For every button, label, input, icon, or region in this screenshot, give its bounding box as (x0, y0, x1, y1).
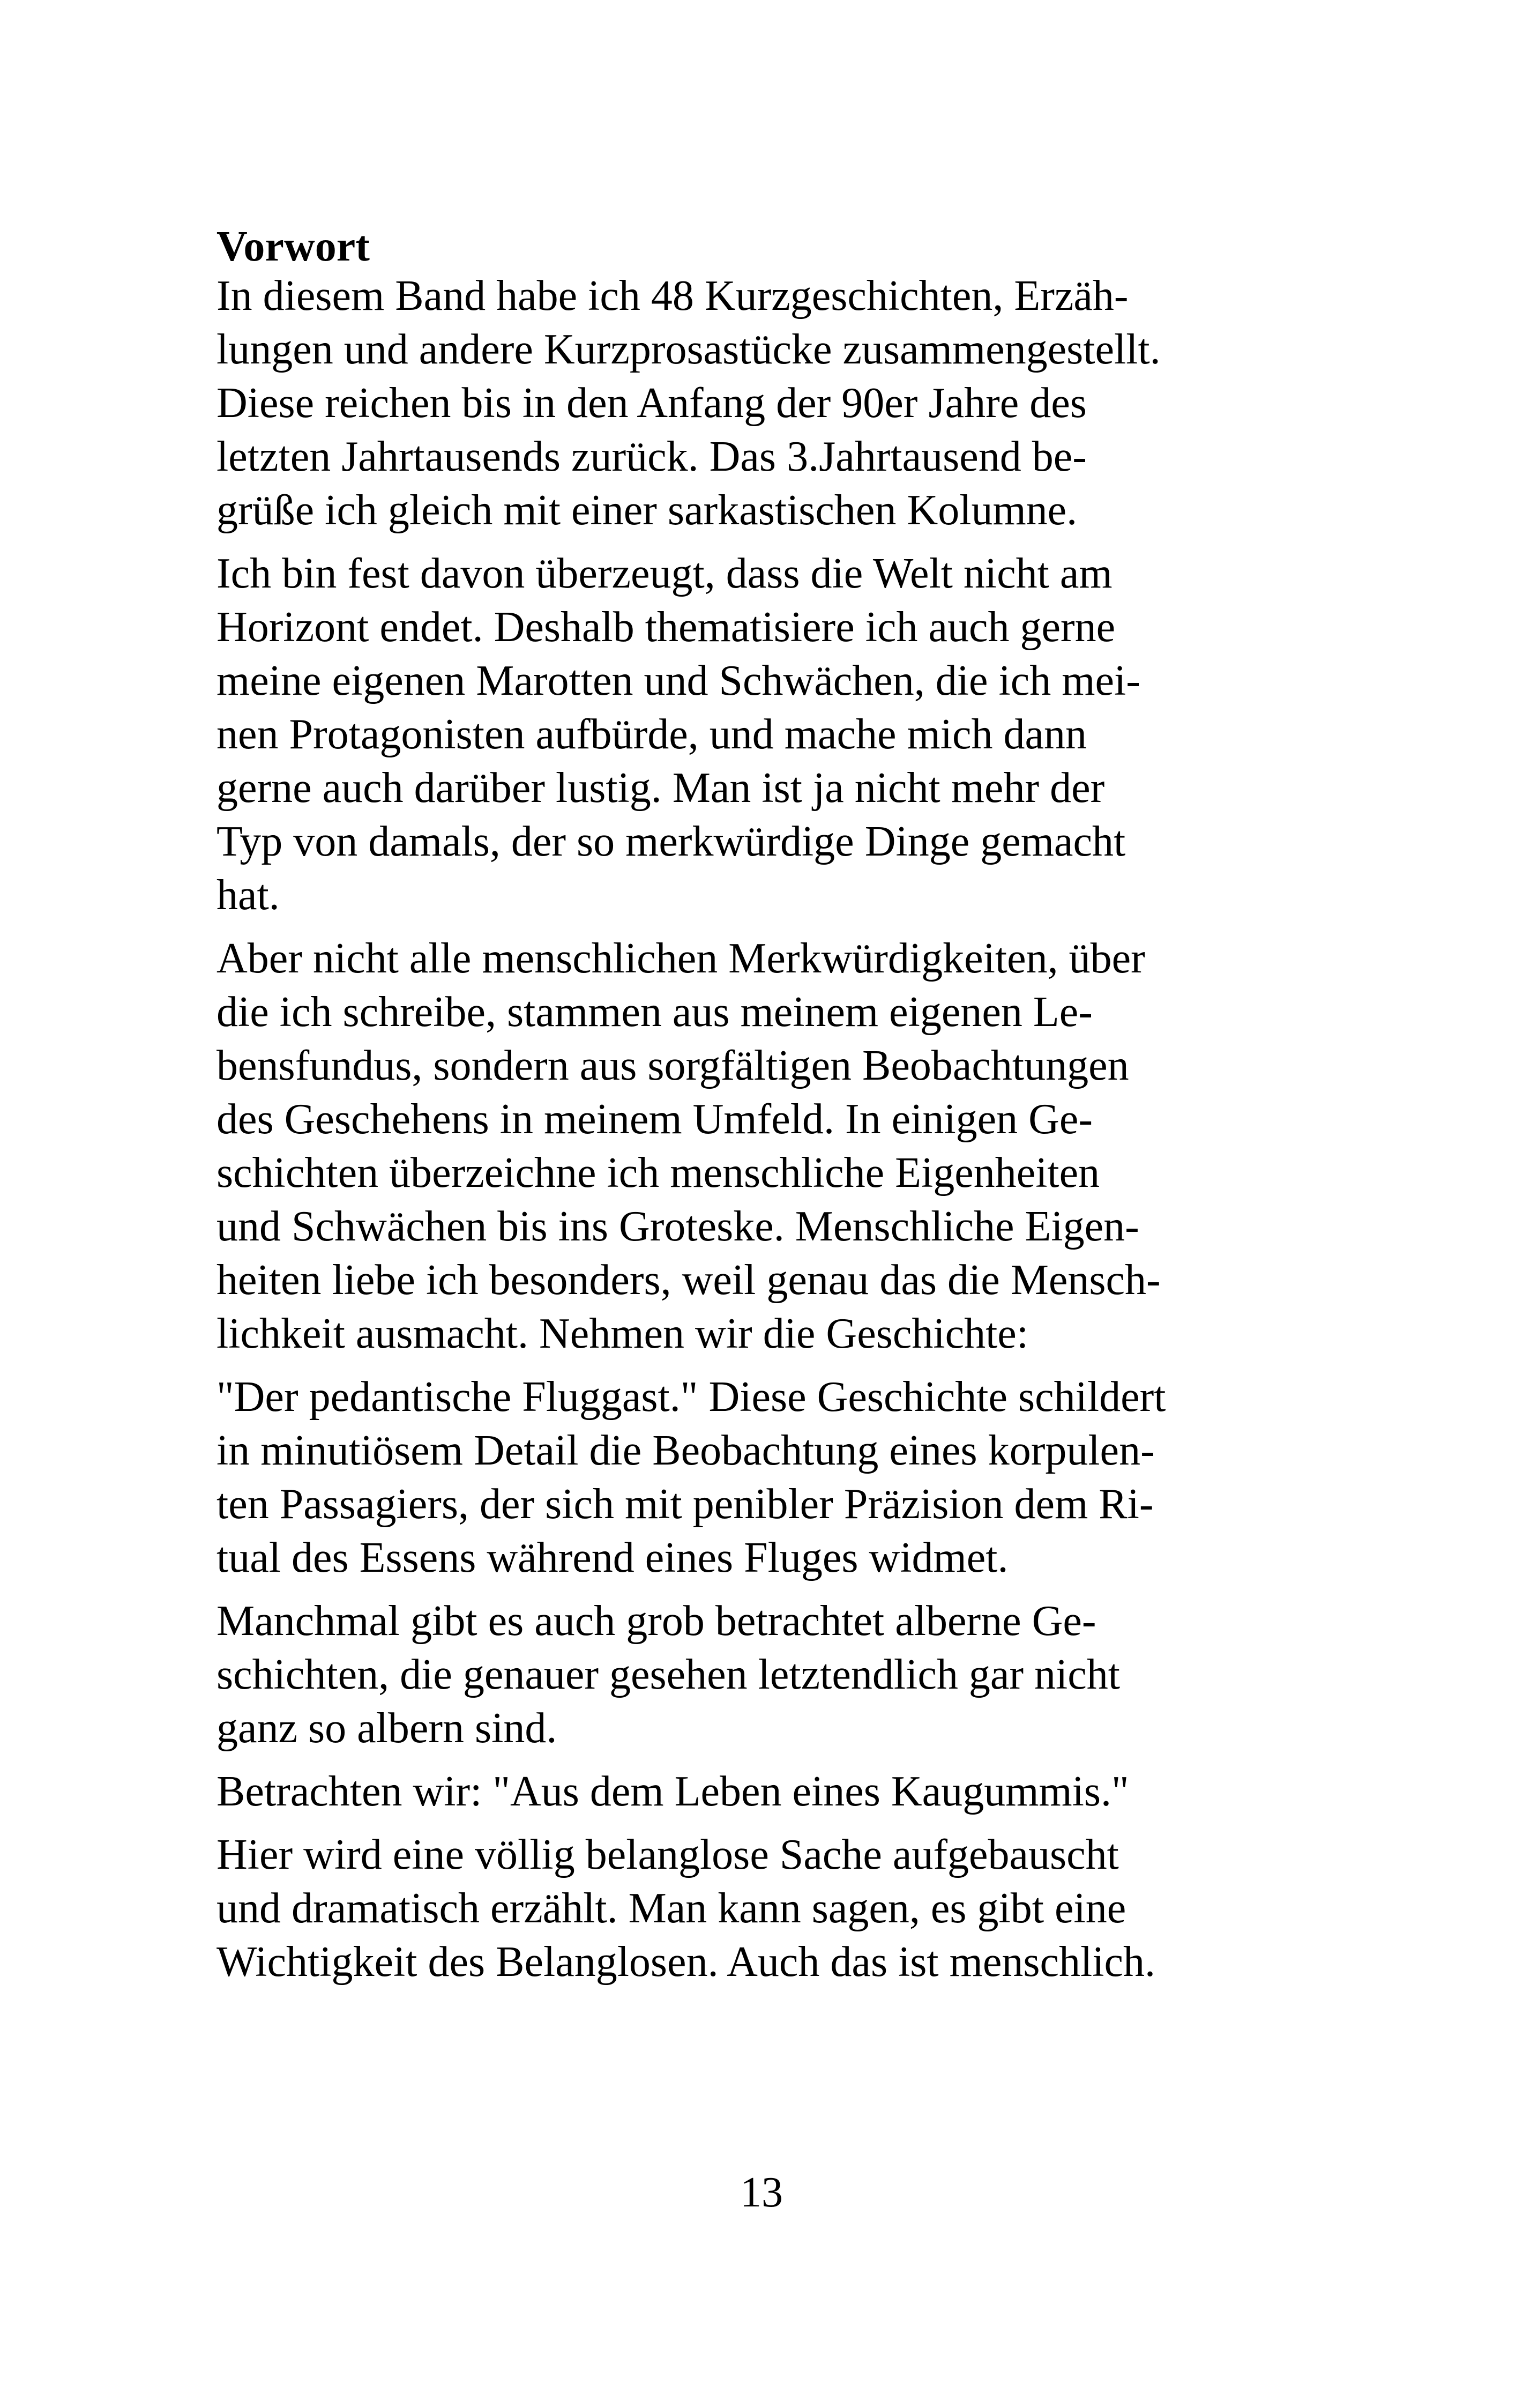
text-line: meine eigenen Marotten und Schwächen, die ich mei- (216, 657, 1140, 704)
text-line: die ich schreibe, stammen aus meinem eigenen Le- (216, 989, 1093, 1036)
text-line: Wichtigkeit des Belanglosen. Auch das ist menschlich. (216, 1938, 1155, 1986)
text-line: In diesem Band habe ich 48 Kurzgeschichten, Erzäh- (216, 272, 1129, 319)
text-line: Betrachten wir: "Aus dem Leben eines Kaugummis." (216, 1768, 1129, 1815)
paragraph-4 (216, 1370, 1304, 1585)
text-line: und dramatisch erzählt. Man kann sagen, es gibt eine (216, 1885, 1126, 1932)
text-line: in minutiösem Detail die Beobachtung eines korpulen- (216, 1427, 1155, 1474)
text-line: ganz so albern sind. (216, 1705, 557, 1752)
paragraph-5 (216, 1594, 1304, 1755)
paragraph-2 (216, 547, 1304, 922)
text-line: "Der pedantische Fluggast." Diese Geschichte schildert (216, 1373, 1166, 1421)
paragraph-3 (216, 932, 1304, 1361)
text-line: schichten überzeichne ich menschliche Eigenheiten (216, 1149, 1100, 1196)
paragraph-1 (216, 269, 1304, 537)
text-line: tual des Essens während eines Fluges widmet. (216, 1534, 1009, 1581)
text-line: des Geschehens in meinem Umfeld. In einigen Ge- (216, 1096, 1093, 1143)
text-line: ten Passagiers, der sich mit penibler Präzision dem Ri- (216, 1481, 1154, 1528)
text-line: lungen und andere Kurzprosastücke zusammengestellt. (216, 326, 1161, 373)
text-line: Typ von damals, der so merkwürdige Dinge gemacht (216, 818, 1126, 865)
text-line: lichkeit ausmacht. Nehmen wir die Geschichte: (216, 1310, 1029, 1357)
page-number: 13 (740, 2169, 783, 2216)
text-line: Hier wird eine völlig belanglose Sache aufgebauscht (216, 1831, 1119, 1878)
body-text (216, 220, 1304, 1998)
text-line: gerne auch darüber lustig. Man ist ja nicht mehr der (216, 764, 1105, 812)
text-line: Aber nicht alle menschlichen Merkwürdigkeiten, über (216, 935, 1145, 982)
text-line: hat. (216, 872, 280, 919)
text-line: heiten liebe ich besonders, weil genau das die Mensch- (216, 1257, 1161, 1304)
text-line: Ich bin fest davon überzeugt, dass die Welt nicht am (216, 550, 1113, 597)
text-line: bensfundus, sondern aus sorgfältigen Beobachtungen (216, 1042, 1129, 1089)
text-line: grüße ich gleich mit einer sarkastischen Kolumne. (216, 487, 1078, 534)
chapter-heading: Vorwort (216, 223, 370, 270)
text-line: Manchmal gibt es auch grob betrachtet alberne Ge- (216, 1597, 1096, 1645)
text-line: schichten, die genauer gesehen letztendlich gar nicht (216, 1651, 1120, 1698)
text-line: Horizont endet. Deshalb thematisiere ich auch gerne (216, 604, 1116, 651)
text-line: Diese reichen bis in den Anfang der 90er Jahre des (216, 380, 1087, 427)
text-line: nen Protagonisten aufbürde, und mache mich dann (216, 711, 1087, 758)
text-line: letzten Jahrtausends zurück. Das 3.Jahrtausend be- (216, 433, 1087, 480)
paragraph-7 (216, 1828, 1304, 1989)
paragraph-6 (216, 1765, 1304, 1818)
text-line: und Schwächen bis ins Groteske. Menschliche Eigen- (216, 1203, 1139, 1250)
